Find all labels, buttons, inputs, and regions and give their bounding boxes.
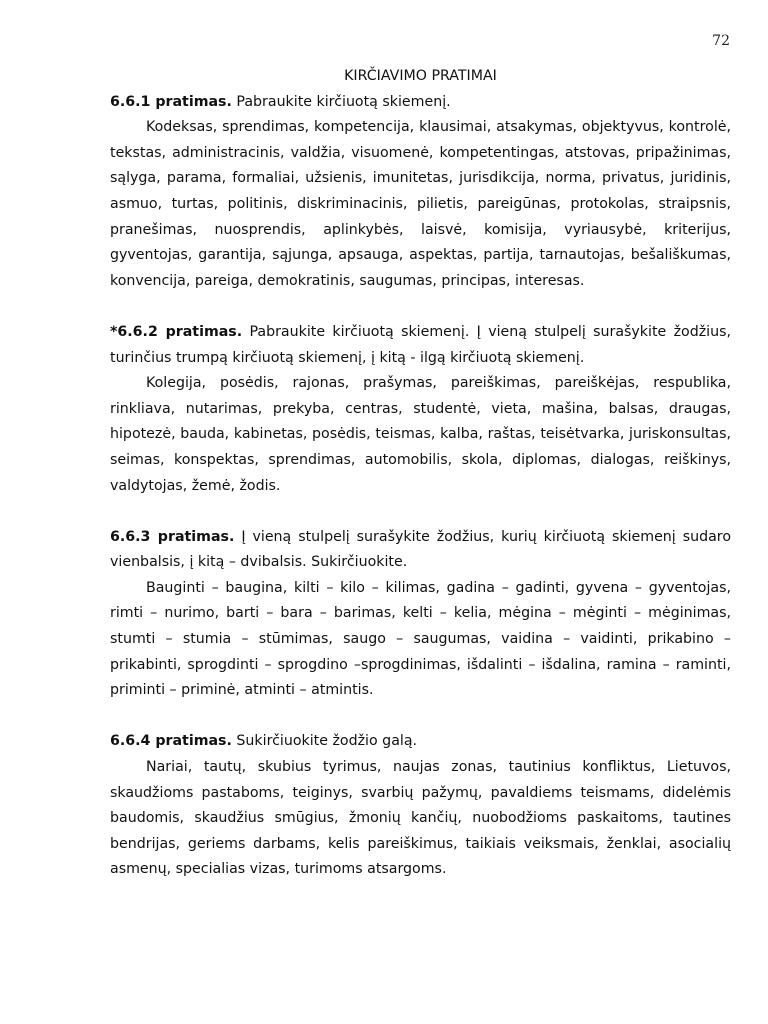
exercise-instruction: Pabraukite kirčiuotą skiemenį. Į vieną stulpelį surašykite žodžius, turinčius trumpą kirčiuotą skiemenį, į kitą - ilgą kirčiuotą skiemenį. xyxy=(110,323,731,366)
exercise-heading xyxy=(110,729,731,755)
exercise-6-6-2 xyxy=(110,320,731,499)
page-title: KIRČIAVIMO PRATIMAI xyxy=(344,68,497,84)
exercise-instruction: Į vieną stulpelį surašykite žodžius, kurių kirčiuotą skiemenį sudaro vienbalsis, į kitą – dvibalsis. Sukirčiuokite. xyxy=(110,528,731,571)
exercise-text: Nariai, tautų, skubius tyrimus, naujas zonas, tautinius konfliktus, Lietuvos, skaudžioms pastaboms, teiginys, svarbių pažymų, pavaldiems teismams, didelėmis baudomis, skaudžius smūgius, žmonių kančių, nuobodžioms paskaitoms, tautines bendrijas, geriems darbams, kelis pareiškimus, taikiais veiksmais, ženklai, asocialių asmenų, specialias vizas, turimoms atsargoms. xyxy=(110,759,731,878)
exercise-heading xyxy=(110,320,731,371)
exercise-text: Kodeksas, sprendimas, kompetencija, klausimai, atsakymas, objektyvus, kontrolė, tekstas, administracinis, valdžia, visuomenė, kompetentingas, atstovas, pripažinimas, sąlyga, parama, formaliai, užsienis, imunitetas, jurisdikcija, norma, privatus, juridinis, asmuo, turtas, politinis, diskriminacinis, pilietis, pareigūnas, protokolas, straipsnis, pranešimas, nuosprendis, aplinkybės, laisvė, komisija, vyriausybė, kriterijus, gyventojas, garantija, sąjunga, apsauga, aspektas, partija, tarnautojas, bešališkumas, konvencija, pareiga, demokratinis, saugumas, principas, interesas. xyxy=(110,119,731,289)
exercise-instruction: Pabraukite kirčiuotą skiemenį. xyxy=(236,93,451,110)
page-number: 72 xyxy=(712,33,730,49)
exercise-6-6-3 xyxy=(110,525,731,704)
exercise-text: Bauginti – baugina, kilti – kilo – kilimas, gadina – gadinti, gyvena – gyventojas, rimti – nurimo, barti – bara – barimas, kelti – kelia, mėgina – mėginti – mėginimas, stumti – stumia – stūmimas, saugo – saugumas, vaidina – vaidinti, prikabino – prikabinti, sprogdinti – sprogdino –sprogdinimas, išdalinti – išdalina, ramina – raminti, priminti – priminė, atminti – atmintis. xyxy=(110,579,731,699)
exercise-text: Kolegija, posėdis, rajonas, prašymas, pareiškimas, pareiškėjas, respublika, rinkliava, nutarimas, prekyba, centras, studentė, vieta, mašina, balsas, draugas, hipotezė, bauda, kabinetas, posėdis, teismas, kalba, raštas, teisėtvarka, juriskonsultas, seimas, konspektas, sprendimas, automobilis, skola, diplomas, dialogas, reiškinys, valdytojas, žemė, žodis. xyxy=(110,375,731,494)
exercise-6-6-1 xyxy=(110,90,731,295)
page-content xyxy=(110,64,731,883)
exercise-number: *6.6.2 pratimas. xyxy=(110,323,243,340)
exercise-heading xyxy=(110,525,731,576)
exercise-number: 6.6.4 pratimas. xyxy=(110,733,232,750)
exercise-6-6-4 xyxy=(110,729,731,883)
exercise-heading xyxy=(110,90,731,116)
exercise-number: 6.6.3 pratimas. xyxy=(110,528,235,545)
exercise-instruction: Sukirčiuokite žodžio galą. xyxy=(236,733,418,750)
exercise-number: 6.6.1 pratimas. xyxy=(110,93,232,110)
